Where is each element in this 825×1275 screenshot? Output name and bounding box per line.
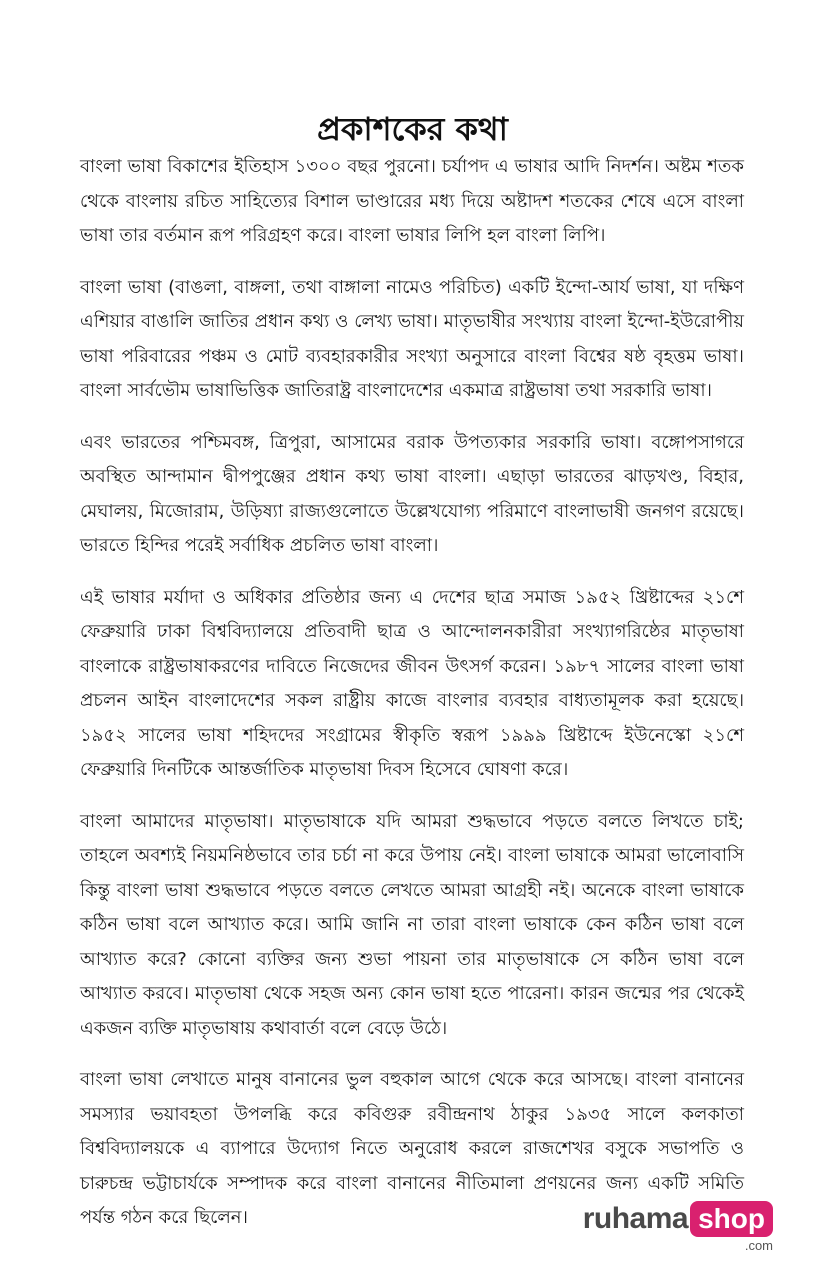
paragraph-6: বাংলা ভাষা লেখাতে মানুষ বানানের ভুল বহুকাল আগে থেকে করে আসছে। বাংলা বানানের সমস্যার ভয়াবহতা উপলব্ধি করে কবিগুরু রবীন্দ্রনাথ ঠাকুর ১৯৩৫ সালে কলকাতা বিশ্ববিদ্যালয়কে এ ব্যাপারে উদ্যোগ নিতে অনুরোধ করলে রাজশেখর বসুকে সভাপতি ও চারুচন্দ্র ভট্টাচার্যকে সম্পাদক করে বাংলা বানানের নীতিমালা প্রণয়নের জন্য একটি সমিতি পর্যন্ত গঠন করে ছিলেন।: [80, 1069, 744, 1228]
paragraph-2: বাংলা ভাষা (বাঙলা, বাঙ্গলা, তথা বাঙ্গালা নামেও পরিচিত) একটি ইন্দো-আর্য ভাষা, যা দক্ষিণ এশিয়ার বাঙালি জাতির প্রধান কথ্য ও লেখ্য ভাষা। মাতৃভাষীর সংখ্যায় বাংলা ইন্দো-ইউরোপীয় ভাষা পরিবারের পঞ্চম ও মোট ব্যবহারকারীর সংখ্যা অনুসারে বাংলা বিশ্বের ষষ্ঠ বৃহত্তম ভাষা। বাংলা সার্বভৌম ভাষাভিত্তিক জাতিরাষ্ট্র বাংলাদেশের একমাত্র রাষ্ট্রভাষা তথা সরকারি ভাষা।: [80, 276, 744, 401]
paragraph-4: এই ভাষার মর্যাদা ও অধিকার প্রতিষ্ঠার জন্য এ দেশের ছাত্র সমাজ ১৯৫২ খ্রিষ্টাব্দের ২১শে ফেব্রুয়ারি ঢাকা বিশ্ববিদ্যালয়ে প্রতিবাদী ছাত্র ও আন্দোলনকারীরা সংখ্যাগরিষ্ঠের মাতৃভাষা বাংলাকে রাষ্ট্রভাষাকরণের দাবিতে নিজেদের জীবন উৎসর্গ করেন। ১৯৮৭ সালের বাংলা ভাষা প্রচলন আইন বাংলাদেশের সকল রাষ্ট্রীয় কাজে বাংলার ব্যবহার বাধ্যতামূলক করা হয়েছে।১৯৫২ সালের ভাষা শহিদদের সংগ্রামের স্বীকৃতি স্বরূপ ১৯৯৯ খ্রিষ্টাব্দে ইউনেস্কো ২১শে ফেব্রুয়ারি দিনটিকে আন্তর্জাতিক মাতৃভাষা দিবস হিসেবে ঘোষণা করে।: [80, 586, 744, 780]
page-title: প্রকাশকের কথা: [317, 110, 508, 149]
publisher-logo: [583, 1201, 773, 1253]
body-text: [80, 150, 744, 1253]
paragraph-1: বাংলা ভাষা বিকাশের ইতিহাস ১৩০০ বছর পুরনো। চর্যাপদ এ ভাষার আদি নিদর্শন। অষ্টম শতক থেকে বাংলায় রচিত সাহিত্যের বিশাল ভাণ্ডারের মধ্য দিয়ে অষ্টাদশ শতকের শেষে এসে বাংলা ভাষা তার বর্তমান রূপ পরিগ্রহণ করে। বাংলা ভাষার লিপি হল বাংলা লিপি।: [80, 156, 744, 246]
logo-text-ruhama: ruhama: [582, 1202, 689, 1235]
logo-domain: .com: [744, 1238, 773, 1253]
logo-wordmark: [583, 1201, 773, 1237]
logo-text-shop: shop: [690, 1201, 773, 1237]
paragraph-3: এবং ভারতের পশ্চিমবঙ্গ, ত্রিপুরা, আসামের বরাক উপত্যকার সরকারি ভাষা। বঙ্গোপসাগরে অবস্থিত আন্দামান দ্বীপপুঞ্জের প্রধান কথ্য ভাষা বাংলা। এছাড়া ভারতের ঝাড়খণ্ড, বিহার, মেঘালয়, মিজোরাম, উড়িষ্যা রাজ্যগুলোতে উল্লেখযোগ্য পরিমাণে বাংলাভাষী জনগণ রয়েছে। ভারতে হিন্দির পরেই সর্বাধিক প্রচলিত ভাষা বাংলা।: [80, 431, 744, 556]
paragraph-5: বাংলা আমাদের মাতৃভাষা। মাতৃভাষাকে যদি আমরা শুদ্ধভাবে পড়তে বলতে লিখতে চাই; তাহলে অবশ্যই নিয়মনিষ্ঠভাবে তার চর্চা না করে উপায় নেই। বাংলা ভাষাকে আমরা ভালোবাসি কিন্তু বাংলা ভাষা শুদ্ধভাবে পড়তে বলতে লেখতে আমরা আগ্রহী নই। অনেকে বাংলা ভাষাকে কঠিন ভাষা বলে আখ্যাত করে। আমি জানি না তারা বাংলা ভাষাকে কেন কঠিন ভাষা বলে আখ্যাত করে? কোনো ব্যক্তির জন্য শুভা পায়না তার মাতৃভাষাকে সে কঠিন ভাষা বলে আখ্যাত করবে। মাতৃভাষা থেকে সহজ অন্য কোন ভাষা হতে পারেনা। কারন জন্মের পর থেকেই একজন ব্যক্তি মাতৃভাষায় কথাবার্তা বলে বেড়ে উঠে।: [80, 810, 744, 1039]
